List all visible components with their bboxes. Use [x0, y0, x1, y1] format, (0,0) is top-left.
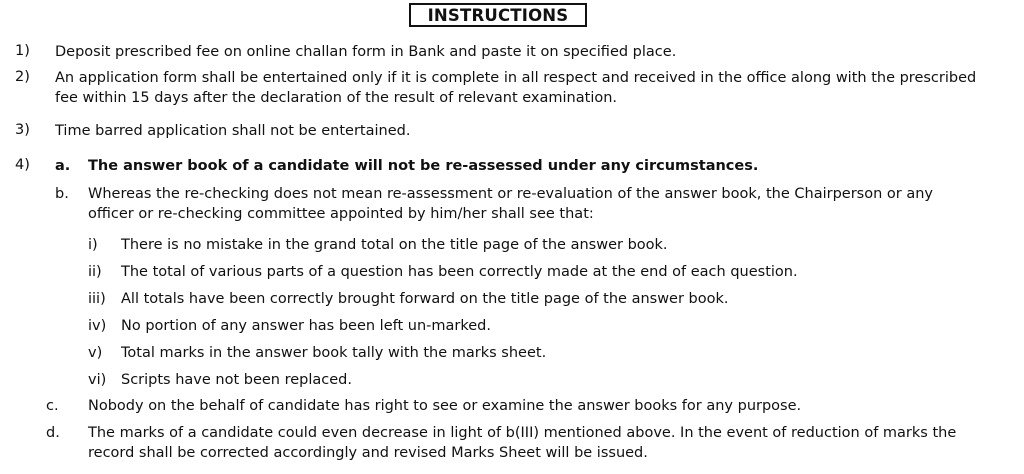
point-text: No portion of any answer has been left un-marked.	[121, 318, 491, 334]
item-text-line: fee within 15 days after the declaration of the result of relevant examination.	[55, 90, 618, 106]
item-text-line: Deposit prescribed fee on online challan form in Bank and paste it on specified place.	[55, 44, 677, 60]
point-label: ii)	[88, 264, 102, 280]
sub-item-text-line: The marks of a candidate could even decrease in light of b(III) mentioned above. In the event of reduction of marks the	[88, 425, 957, 441]
point-text: There is no mistake in the grand total on the title page of the answer book.	[121, 237, 668, 253]
item-text-line: An application form shall be entertained only if it is complete in all respect and received in the office along with the prescribed	[55, 70, 977, 86]
point-label: v)	[88, 345, 103, 361]
instructions-title: INSTRUCTIONS	[409, 3, 587, 27]
sub-item-label: d.	[46, 425, 60, 441]
sub-item-text-line: officer or re-checking committee appointed by him/her shall see that:	[88, 206, 594, 222]
sub-item-text-line: Whereas the re-checking does not mean re-assessment or re-evaluation of the answer book, the Chairperson or any	[88, 186, 933, 202]
sub-item-label: c.	[46, 398, 59, 414]
item-number: 1)	[15, 43, 30, 59]
sub-item-label: a.	[55, 158, 71, 174]
point-label: iv)	[88, 318, 107, 334]
point-text: Total marks in the answer book tally with the marks sheet.	[121, 345, 547, 361]
sub-item-text-line: record shall be corrected accordingly and revised Marks Sheet will be issued.	[88, 445, 648, 461]
item-text-line: Time barred application shall not be entertained.	[55, 123, 411, 139]
point-text: Scripts have not been replaced.	[121, 372, 352, 388]
sub-item-text-line: The answer book of a candidate will not be re-assessed under any circumstances.	[88, 158, 759, 174]
item-number: 3)	[15, 122, 30, 138]
point-label: iii)	[88, 291, 106, 307]
point-text: The total of various parts of a question has been correctly made at the end of each question.	[121, 264, 798, 280]
item-number: 4)	[15, 157, 30, 173]
point-label: vi)	[88, 372, 107, 388]
sub-item-label: b.	[55, 186, 69, 202]
sub-item-text-line: Nobody on the behalf of candidate has right to see or examine the answer books for any purpose.	[88, 398, 802, 414]
item-number: 2)	[15, 69, 30, 85]
point-text: All totals have been correctly brought forward on the title page of the answer book.	[121, 291, 729, 307]
point-label: i)	[88, 237, 98, 253]
